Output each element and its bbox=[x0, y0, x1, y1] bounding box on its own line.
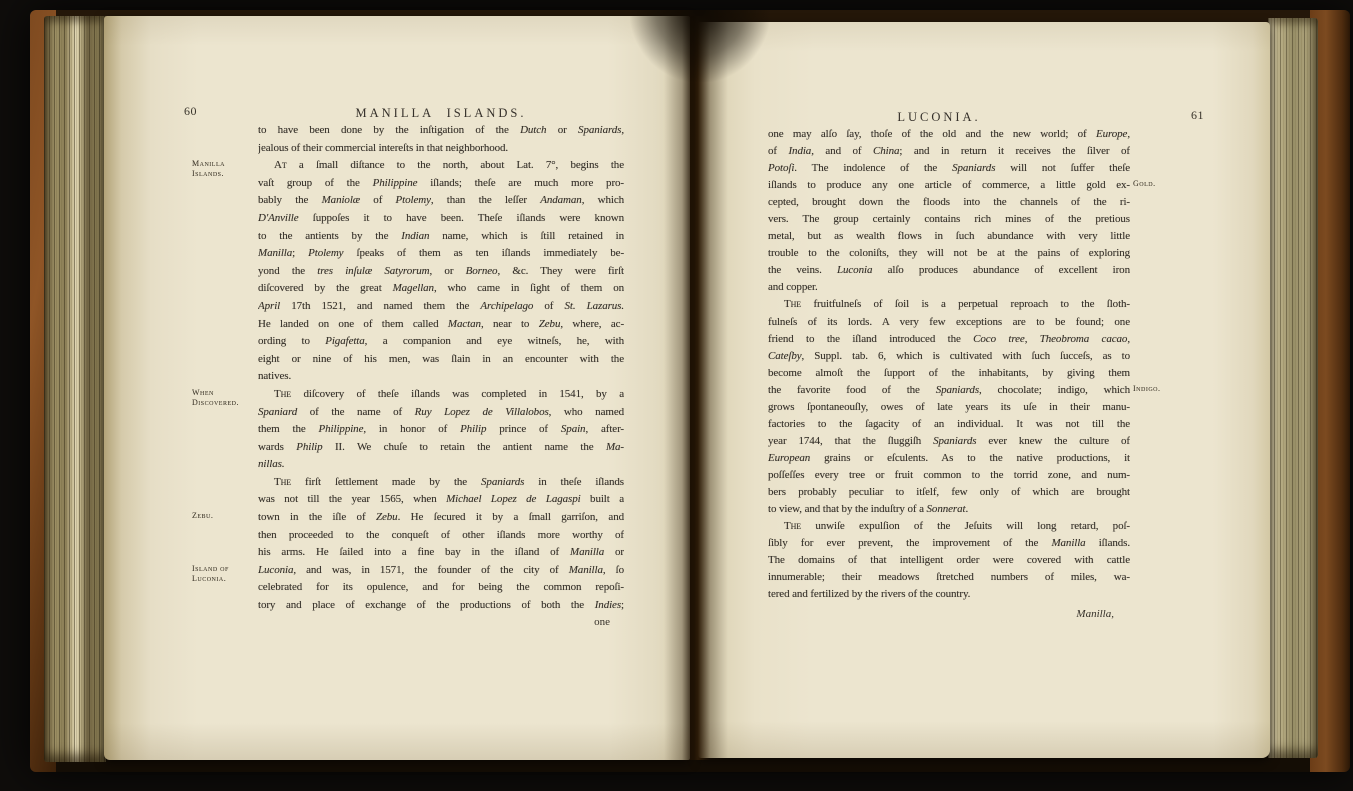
italic-text-run: Borneo bbox=[465, 264, 498, 277]
italic-text-run: Theobroma cacao bbox=[1039, 332, 1128, 345]
text-run: unwiſe expulſion of the Jeſuits will long retard, poſ- bbox=[801, 520, 1130, 533]
text-run: in theſe iſlands bbox=[524, 475, 624, 488]
italic-text-run: Ptolemy bbox=[395, 194, 431, 207]
italic-text-run: Archipelago bbox=[480, 299, 534, 312]
body-line bbox=[258, 316, 624, 334]
text-run: eight or nine of his men, was ſlain in an encounter with the bbox=[258, 352, 624, 365]
body-line bbox=[768, 314, 1130, 331]
text-run: town in the iſle of bbox=[258, 511, 376, 524]
body-line bbox=[768, 416, 1130, 433]
page-left bbox=[104, 16, 690, 760]
italic-text-run: Spaniards bbox=[481, 475, 525, 488]
text-run: The bbox=[274, 475, 292, 488]
book bbox=[30, 10, 1350, 772]
text-run: The bbox=[784, 520, 802, 533]
italic-text-run: India bbox=[788, 145, 812, 158]
italic-text-run: Indian bbox=[401, 229, 430, 242]
body-text bbox=[258, 122, 624, 628]
body-line bbox=[258, 439, 624, 457]
body-line bbox=[768, 518, 1130, 535]
text-run: , which bbox=[581, 194, 624, 207]
text-run: of the name of bbox=[297, 405, 415, 418]
text-run: grains or eſculents. As to the native productions, it bbox=[810, 451, 1130, 464]
body-line bbox=[258, 474, 624, 492]
text-run: wards bbox=[258, 440, 297, 453]
text-run: The bbox=[274, 387, 292, 400]
text-run: was not till the year 1565, when bbox=[258, 493, 447, 506]
text-run: grows ſpontaneouſly, owes of late years its uſe in their manu- bbox=[768, 400, 1130, 413]
body-line bbox=[768, 501, 1130, 518]
text-run: metal, but as wealth flows in ſuch abundance with very little bbox=[768, 230, 1130, 243]
text-run: , near to bbox=[480, 317, 539, 330]
text-run: to have been done by the inſtigation of the bbox=[258, 124, 521, 136]
text-run: , ſo bbox=[602, 563, 624, 576]
italic-text-run: Philippine bbox=[372, 176, 418, 189]
body-line bbox=[768, 365, 1130, 382]
text-run: bers probably peculiar to itſelf, few only of which are brought bbox=[768, 485, 1130, 498]
body-line bbox=[768, 450, 1130, 467]
text-run: ever knew the culture of bbox=[976, 434, 1130, 447]
body-line bbox=[258, 562, 624, 580]
body-line bbox=[768, 399, 1130, 416]
body-line bbox=[258, 597, 624, 615]
text-run: ; bbox=[292, 247, 309, 260]
body-line bbox=[258, 122, 624, 140]
margin-note: Gold. bbox=[1133, 179, 1156, 189]
italic-text-run: Cateſby bbox=[768, 349, 802, 362]
body-line bbox=[258, 351, 624, 369]
text-run: prince of bbox=[486, 423, 561, 436]
italic-text-run: Sonnerat bbox=[926, 503, 966, 516]
catchword: Manilla, bbox=[1076, 608, 1114, 621]
italic-text-run: Philip bbox=[460, 423, 487, 436]
italic-text-run: Zebu bbox=[375, 511, 398, 524]
margin-note: Island of Luconia. bbox=[192, 564, 229, 583]
body-line bbox=[258, 333, 624, 351]
text-run: . bbox=[965, 503, 969, 516]
text-run: his arms. He ſailed into a fine bay in the iſland of bbox=[258, 546, 570, 559]
body-line bbox=[768, 211, 1130, 228]
text-run: trouble to the coloniſts, they will not be at the pains of exploring bbox=[768, 247, 1130, 260]
body-line bbox=[768, 382, 1130, 399]
italic-text-run: European bbox=[768, 451, 811, 464]
body-line bbox=[258, 245, 624, 263]
text-run: name, which is ſtill retained in bbox=[429, 229, 624, 242]
text-run: diſcovered by the great bbox=[258, 282, 393, 295]
text-run: become almoſt the ſupport of the inhabitants, by giving them bbox=[768, 366, 1130, 379]
text-run: ; and in return it receives the ſilver of bbox=[899, 145, 1130, 158]
text-run: year 1744, that the ſluggiſh bbox=[768, 434, 934, 447]
body-line bbox=[258, 368, 624, 386]
italic-text-run: Luconia bbox=[836, 264, 873, 277]
margin-note: When Discovered. bbox=[192, 388, 239, 407]
text-run: The domains of that intelligent order were covered with cattle bbox=[768, 554, 1130, 567]
italic-text-run: Ruy Lopez de Villalobos bbox=[414, 405, 549, 418]
body-line bbox=[768, 262, 1130, 279]
body-line bbox=[258, 263, 624, 281]
italic-text-run: Spaniards bbox=[933, 434, 977, 447]
text-run: , or bbox=[429, 264, 466, 277]
text-run: tory and place of exchange of the productions of both the bbox=[258, 599, 595, 612]
italic-text-run: Indies bbox=[594, 599, 622, 612]
text-run: to view, and that by the induſtry of a bbox=[768, 503, 927, 516]
italic-text-run: Pigafetta bbox=[325, 335, 365, 348]
text-run: and copper. bbox=[768, 281, 818, 294]
italic-text-run: Philip bbox=[296, 440, 323, 453]
text-run: At bbox=[274, 159, 287, 172]
text-run: alſo produces abundance of excellent iron bbox=[872, 264, 1130, 277]
text-run: celebrated for its opulence, and for being the common repoſi- bbox=[258, 581, 624, 594]
text-run: diſcovery of theſe iſlands was completed in 1541, by a bbox=[291, 387, 624, 400]
text-run: built a bbox=[580, 493, 624, 506]
body-line bbox=[258, 404, 624, 422]
text-run: tered and fertilized by the rivers of the country. bbox=[768, 588, 971, 601]
italic-text-run: Spaniards bbox=[935, 383, 980, 396]
running-head-right: LUCONIA. bbox=[897, 110, 981, 124]
body-line bbox=[258, 175, 624, 193]
body-line bbox=[258, 491, 624, 509]
text-run: , chocolate; indigo, which bbox=[979, 383, 1130, 396]
page-number-right: 61 bbox=[1191, 108, 1204, 122]
body-line bbox=[768, 569, 1130, 586]
body-line bbox=[768, 194, 1130, 211]
text-run: , bbox=[621, 124, 624, 136]
italic-text-run: Philippine bbox=[318, 423, 364, 436]
italic-text-run: Spaniard bbox=[258, 405, 298, 418]
italic-text-run: Ptolemy bbox=[308, 247, 344, 260]
italic-text-run: Manilla bbox=[258, 247, 293, 260]
text-run: bably the bbox=[258, 194, 322, 207]
text-run: iſlands to produce any one article of commerce, a little gold ex- bbox=[768, 179, 1130, 192]
body-line bbox=[768, 552, 1130, 569]
italic-text-run: St. Lazarus. bbox=[564, 299, 624, 312]
text-run: poſſeſſes every tree or fruit common to the torrid zone, and num- bbox=[768, 468, 1130, 481]
italic-text-run: Spain bbox=[560, 423, 586, 436]
fore-edge-right-page-stack bbox=[1268, 18, 1318, 758]
text-run: . The indolence of the bbox=[794, 162, 953, 175]
body-line bbox=[258, 280, 624, 298]
body-line bbox=[768, 143, 1130, 160]
italic-text-run: Magellan bbox=[392, 282, 434, 295]
text-run: , bbox=[1127, 128, 1130, 140]
body-line bbox=[768, 228, 1130, 245]
italic-text-run: nillas. bbox=[258, 458, 285, 471]
italic-text-run: Potoſi bbox=[768, 162, 795, 175]
body-line bbox=[258, 544, 624, 562]
text-run: , who named bbox=[548, 405, 624, 418]
body-line bbox=[258, 157, 624, 175]
text-run: cepted, brought down the floods into the channels of the ri- bbox=[768, 196, 1130, 209]
text-run: innumerable; their meadows ſtretched numbers of miles, wa- bbox=[768, 571, 1130, 584]
body-line bbox=[768, 160, 1130, 177]
text-run: vers. The group certainly contains rich mines of the pretious bbox=[768, 213, 1130, 226]
text-run: He landed on one of them called bbox=[258, 317, 448, 330]
body-line bbox=[258, 140, 624, 158]
body-line bbox=[768, 348, 1130, 365]
page-number-left: 60 bbox=[184, 104, 197, 118]
italic-text-run: Andaman bbox=[540, 194, 582, 207]
body-line bbox=[768, 535, 1130, 552]
text-run: 17th 1521, and named them the bbox=[280, 299, 481, 312]
text-run: or bbox=[546, 124, 579, 136]
text-run: , bbox=[1024, 332, 1040, 345]
text-run: firſt ſettlement made by the bbox=[291, 475, 482, 488]
text-run: , in honor of bbox=[363, 423, 461, 436]
italic-text-run: Luconia bbox=[258, 563, 294, 576]
text-run: ſpeaks of them as ten iſlands immediately be- bbox=[343, 247, 624, 260]
body-line bbox=[258, 386, 624, 404]
page-right bbox=[698, 22, 1270, 758]
body-line bbox=[258, 456, 624, 474]
text-run: to the antients by the bbox=[258, 229, 402, 242]
text-run: ſuppoſes it to have been. Theſe iſlands were known bbox=[298, 211, 624, 224]
text-run: ; bbox=[621, 599, 624, 612]
text-run: fruitfulneſs of ſoil is a perpetual reproach to the ſloth- bbox=[801, 298, 1130, 311]
text-run: , bbox=[1127, 332, 1130, 345]
running-head-left: MANILLA ISLANDS. bbox=[355, 106, 527, 120]
catchword: one bbox=[594, 615, 610, 628]
body-line bbox=[258, 421, 624, 439]
margin-note: Zebu. bbox=[192, 511, 214, 521]
body-line bbox=[258, 527, 624, 545]
body-line bbox=[768, 467, 1130, 484]
italic-text-run: China bbox=[872, 145, 900, 158]
body-line bbox=[768, 586, 1130, 603]
body-line bbox=[258, 192, 624, 210]
italic-text-run: Coco tree bbox=[973, 332, 1025, 345]
body-text bbox=[768, 126, 1130, 620]
fore-edge-left-page-stack bbox=[44, 16, 106, 762]
text-run: jealous of their commercial intereſts in that neighborhood. bbox=[258, 141, 509, 154]
body-line bbox=[258, 228, 624, 246]
italic-text-run: Europe bbox=[1095, 128, 1128, 140]
italic-text-run: Maniolæ bbox=[321, 194, 361, 207]
text-run: iſlands. bbox=[1085, 537, 1130, 550]
margin-note: Indigo. bbox=[1133, 383, 1161, 393]
margin-note: Manilla Islands. bbox=[192, 159, 225, 178]
italic-text-run: D'Anville bbox=[258, 211, 299, 224]
text-run: iſlands; theſe are much more pro- bbox=[417, 176, 624, 189]
text-run: ording to bbox=[258, 335, 326, 348]
italic-text-run: Manilla bbox=[570, 546, 605, 559]
italic-text-run: Manilla bbox=[1051, 537, 1086, 550]
body-line bbox=[768, 126, 1130, 143]
body-line bbox=[768, 279, 1130, 296]
text-run: ſibly for ever prevent, the improvement of the bbox=[768, 537, 1052, 550]
text-run: the veins. bbox=[768, 264, 837, 277]
italic-text-run: April bbox=[258, 299, 281, 312]
text-run: , Suppl. tab. 6, which is cultivated with ſuch ſucceſs, as to bbox=[801, 349, 1130, 362]
text-run: II. We chuſe to retain the antient name the bbox=[322, 440, 606, 453]
italic-text-run: Manilla bbox=[568, 563, 603, 576]
text-run: of bbox=[533, 299, 565, 312]
text-run: vaſt group of the bbox=[258, 176, 373, 189]
text-run: of bbox=[768, 145, 789, 158]
text-run: The bbox=[784, 298, 802, 311]
text-run: , after- bbox=[585, 423, 624, 436]
body-line bbox=[768, 177, 1130, 194]
text-run: , than the leſſer bbox=[430, 194, 541, 207]
text-run: , and was, in 1571, the founder of the city of bbox=[293, 563, 569, 576]
body-line bbox=[768, 296, 1130, 313]
italic-text-run: Spaniards bbox=[952, 162, 996, 175]
italic-text-run: Mactan bbox=[447, 317, 481, 330]
text-run: friend to the iſland introduced the bbox=[768, 332, 974, 345]
text-run: factories to the ſagacity of an individual. It was not till the bbox=[768, 417, 1130, 430]
text-run: a ſmall diſtance to the north, about Lat. 7°, begins the bbox=[286, 159, 624, 172]
text-run: yond the bbox=[258, 264, 318, 277]
text-run: the favorite food of the bbox=[768, 383, 936, 396]
body-line bbox=[258, 579, 624, 597]
body-line bbox=[768, 433, 1130, 450]
body-line bbox=[258, 509, 624, 527]
text-run: fulneſs of its lords. A very few exceptions are to be found; one bbox=[768, 315, 1130, 328]
italic-text-run: Michael Lopez de Lagaspi bbox=[446, 493, 581, 506]
text-run: , &c. They were firſt bbox=[497, 264, 624, 277]
italic-text-run: Ma- bbox=[605, 440, 624, 453]
text-run: . He ſecured it by a ſmall garriſon, and bbox=[397, 511, 624, 524]
italic-text-run: Spaniards bbox=[578, 124, 622, 136]
text-run: of bbox=[360, 194, 396, 207]
text-run: , a companion and eye witneſs, he, with bbox=[364, 335, 624, 348]
text-run: then proceeded to the conqueſt of other iſlands more worthy of bbox=[258, 528, 624, 541]
text-run: , who came in ſight of them on bbox=[433, 282, 624, 295]
body-line bbox=[768, 484, 1130, 501]
text-run: natives. bbox=[258, 370, 292, 383]
text-run: will not ſuffer theſe bbox=[995, 162, 1130, 175]
italic-text-run: Dutch bbox=[520, 124, 547, 136]
italic-text-run: Zebu bbox=[538, 317, 561, 330]
text-run: one may alſo ſay, thoſe of the old and the new world; of bbox=[768, 128, 1096, 140]
text-run: , where, ac- bbox=[560, 317, 624, 330]
text-run: them the bbox=[258, 423, 319, 436]
body-line bbox=[258, 210, 624, 228]
body-line bbox=[258, 298, 624, 316]
text-run: or bbox=[604, 546, 624, 559]
body-line bbox=[768, 331, 1130, 348]
italic-text-run: tres inſulæ Satyrorum bbox=[317, 264, 430, 277]
body-line bbox=[768, 245, 1130, 262]
text-run: , and of bbox=[811, 145, 873, 158]
